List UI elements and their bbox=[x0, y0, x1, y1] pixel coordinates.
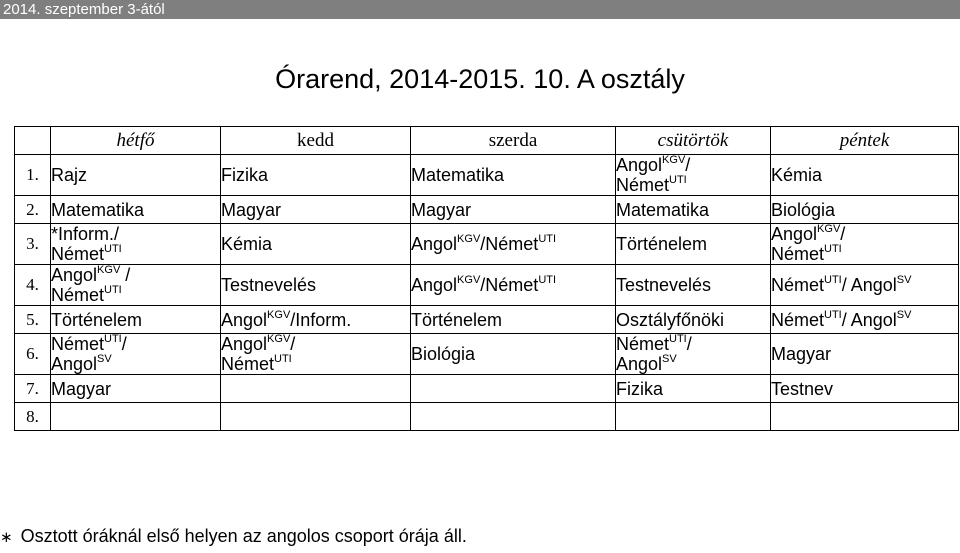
day-header-csutortok: csütörtök bbox=[616, 127, 771, 155]
subject-name: / bbox=[840, 224, 846, 244]
subject-name: /Német bbox=[480, 275, 539, 295]
subject-line bbox=[771, 224, 958, 244]
lesson-cell bbox=[411, 306, 616, 334]
subject-name: Biológia bbox=[771, 199, 836, 220]
subject-name: Fizika bbox=[221, 165, 269, 185]
lesson-cell bbox=[51, 306, 221, 334]
subject-name: Fizika bbox=[616, 378, 664, 399]
lesson-row bbox=[15, 306, 959, 334]
lesson-cell bbox=[51, 155, 221, 196]
lesson-cell bbox=[771, 155, 959, 196]
group-code: KGV bbox=[267, 308, 291, 321]
group-code: UTI bbox=[824, 243, 842, 255]
lesson-number: 2. bbox=[15, 196, 51, 224]
subject-name: / bbox=[290, 334, 296, 354]
group-code: UTI bbox=[104, 333, 122, 345]
lesson-row bbox=[15, 375, 959, 403]
lesson-cell bbox=[616, 224, 771, 265]
subject-name: Német bbox=[771, 244, 825, 264]
subject-name: Testnevelés bbox=[221, 275, 317, 295]
lesson-number: 4. bbox=[15, 265, 51, 306]
subject-name: Német bbox=[51, 244, 105, 264]
subject-line bbox=[51, 285, 220, 305]
date-bar bbox=[0, 0, 960, 19]
subject-name: Testnevelés bbox=[616, 275, 712, 295]
lesson-cell bbox=[411, 224, 616, 265]
subject-line bbox=[221, 275, 410, 295]
footnote-text: Osztott óráknál első helyen az angolos csoport órája áll. bbox=[20, 526, 467, 546]
subject-line bbox=[616, 379, 770, 399]
lesson-cell bbox=[771, 265, 959, 306]
group-code: SV bbox=[896, 274, 912, 286]
lesson-number: 6. bbox=[15, 334, 51, 375]
subject-line bbox=[771, 344, 958, 364]
lesson-row bbox=[15, 403, 959, 431]
subject-name: Matematika bbox=[411, 165, 505, 185]
subject-line bbox=[221, 165, 410, 185]
lesson-cell bbox=[411, 375, 616, 403]
subject-name: Német bbox=[221, 354, 275, 374]
subject-line bbox=[616, 354, 770, 374]
group-code: KGV bbox=[662, 154, 686, 166]
subject-line bbox=[616, 310, 770, 330]
subject-line bbox=[51, 244, 220, 264]
subject-line bbox=[51, 354, 220, 374]
group-code: UTI bbox=[669, 333, 687, 345]
subject-line bbox=[51, 265, 220, 285]
lesson-number: 7. bbox=[15, 375, 51, 403]
subject-name: Matematika bbox=[616, 199, 710, 220]
group-code: UTI bbox=[274, 353, 292, 365]
subject-line bbox=[616, 155, 770, 175]
lesson-cell bbox=[771, 196, 959, 224]
group-code: UTI bbox=[538, 233, 557, 245]
subject-line bbox=[616, 275, 770, 295]
subject-name: Angol bbox=[771, 224, 818, 244]
subject-line bbox=[616, 334, 770, 354]
lesson-cell bbox=[221, 375, 411, 403]
subject-line bbox=[411, 344, 615, 364]
group-code: KGV bbox=[267, 333, 291, 345]
subject-line bbox=[616, 175, 770, 195]
subject-line bbox=[51, 200, 220, 220]
lesson-number: 1. bbox=[15, 155, 51, 196]
subject-line bbox=[411, 165, 615, 185]
lesson-cell bbox=[51, 403, 221, 431]
date-bar-text: 2014. szeptember 3-ától bbox=[3, 1, 165, 18]
day-header-row bbox=[15, 127, 959, 155]
subject-line bbox=[616, 200, 770, 220]
subject-line bbox=[771, 379, 958, 399]
lesson-cell bbox=[616, 155, 771, 196]
subject-name: Angol bbox=[221, 334, 268, 354]
subject-name: Magyar bbox=[221, 199, 282, 220]
lesson-cell bbox=[221, 155, 411, 196]
subject-name: / Angol bbox=[841, 309, 897, 330]
subject-name: Angol bbox=[51, 354, 98, 374]
subject-name: Német bbox=[51, 285, 105, 305]
subject-name: Magyar bbox=[411, 199, 472, 220]
subject-name: Angol bbox=[616, 155, 663, 175]
lesson-number: 8. bbox=[15, 403, 51, 431]
subject-name: Német bbox=[51, 334, 105, 354]
lesson-cell bbox=[616, 265, 771, 306]
subject-line bbox=[411, 310, 615, 330]
subject-name: / bbox=[685, 155, 691, 175]
subject-name: *Inform./ bbox=[51, 224, 120, 244]
lesson-cell bbox=[771, 375, 959, 403]
subject-line bbox=[51, 224, 220, 244]
subject-line bbox=[51, 310, 220, 330]
lesson-cell bbox=[616, 403, 771, 431]
subject-line bbox=[771, 310, 958, 330]
subject-name: Biológia bbox=[411, 344, 476, 364]
group-code: UTI bbox=[538, 274, 557, 286]
subject-line bbox=[771, 244, 958, 264]
subject-name: Történelem bbox=[51, 309, 143, 330]
subject-line bbox=[221, 310, 410, 330]
subject-line bbox=[771, 165, 958, 185]
lesson-cell bbox=[616, 196, 771, 224]
lesson-cell bbox=[221, 334, 411, 375]
subject-name: Történelem bbox=[616, 234, 708, 254]
lesson-cell bbox=[771, 306, 959, 334]
subject-name: Matematika bbox=[51, 199, 145, 220]
page-title: Órarend, 2014-2015. 10. A osztály bbox=[275, 64, 685, 94]
subject-name: Osztályfőnöki bbox=[616, 309, 725, 330]
group-code: SV bbox=[896, 308, 912, 321]
subject-name: Angol bbox=[411, 275, 458, 295]
subject-name: /Inform. bbox=[290, 309, 352, 330]
lesson-cell bbox=[771, 403, 959, 431]
subject-line bbox=[221, 200, 410, 220]
lesson-row bbox=[15, 224, 959, 265]
lesson-cell bbox=[411, 265, 616, 306]
subject-name: / bbox=[121, 334, 127, 354]
lesson-cell bbox=[411, 196, 616, 224]
subject-name: Kémia bbox=[771, 165, 823, 185]
lesson-number: 3. bbox=[15, 224, 51, 265]
group-code: SV bbox=[662, 353, 677, 365]
day-header-kedd: kedd bbox=[221, 127, 411, 155]
subject-name: Angol bbox=[51, 265, 98, 285]
subject-name: Rajz bbox=[51, 165, 88, 185]
subject-line bbox=[411, 275, 615, 295]
subject-line bbox=[771, 200, 958, 220]
group-code: KGV bbox=[97, 264, 121, 276]
subject-name: Angol bbox=[221, 309, 268, 330]
subject-name: Német bbox=[771, 309, 825, 330]
subject-line bbox=[771, 275, 958, 295]
lesson-cell bbox=[221, 224, 411, 265]
subject-name: Angol bbox=[616, 354, 663, 374]
subject-line bbox=[51, 379, 220, 399]
subject-line bbox=[221, 334, 410, 354]
group-code: UTI bbox=[104, 243, 122, 255]
subject-line bbox=[221, 234, 410, 254]
lesson-cell bbox=[771, 224, 959, 265]
subject-name: Magyar bbox=[771, 344, 832, 364]
subject-name: /Német bbox=[480, 234, 539, 254]
asterisk-icon: ∗ bbox=[0, 528, 13, 546]
day-header-szerda: szerda bbox=[411, 127, 616, 155]
subject-line bbox=[411, 234, 615, 254]
lesson-row bbox=[15, 155, 959, 196]
subject-name: Kémia bbox=[221, 234, 273, 254]
subject-name: Magyar bbox=[51, 378, 112, 399]
group-code: UTI bbox=[669, 174, 687, 186]
group-code: SV bbox=[97, 353, 112, 365]
lesson-cell bbox=[221, 196, 411, 224]
subject-name: Testnev bbox=[771, 378, 834, 399]
lesson-cell bbox=[221, 265, 411, 306]
lesson-cell bbox=[221, 403, 411, 431]
subject-name: Történelem bbox=[411, 309, 503, 330]
corner-cell bbox=[15, 127, 51, 155]
lesson-cell bbox=[616, 334, 771, 375]
lesson-row bbox=[15, 196, 959, 224]
lesson-cell bbox=[51, 196, 221, 224]
lesson-cell bbox=[51, 224, 221, 265]
lesson-cell bbox=[411, 155, 616, 196]
group-code: KGV bbox=[817, 223, 841, 235]
subject-line bbox=[221, 354, 410, 374]
subject-line bbox=[51, 334, 220, 354]
lesson-cell bbox=[411, 403, 616, 431]
lesson-cell bbox=[51, 265, 221, 306]
group-code: UTI bbox=[824, 274, 842, 286]
day-header-hetfo: hétfő bbox=[51, 127, 221, 155]
group-code: UTI bbox=[824, 308, 842, 321]
lesson-row bbox=[15, 265, 959, 306]
subject-name: Német bbox=[616, 334, 670, 354]
footnote bbox=[0, 524, 467, 549]
subject-name: / bbox=[120, 265, 131, 285]
subject-line bbox=[51, 165, 220, 185]
subject-name: Angol bbox=[411, 234, 458, 254]
lesson-cell bbox=[616, 375, 771, 403]
group-code: KGV bbox=[457, 233, 481, 245]
group-code: UTI bbox=[104, 284, 122, 296]
lesson-cell bbox=[616, 306, 771, 334]
group-code: KGV bbox=[457, 274, 481, 286]
subject-name: / Angol bbox=[841, 275, 897, 295]
lesson-cell bbox=[411, 334, 616, 375]
subject-line bbox=[411, 200, 615, 220]
lesson-cell bbox=[221, 306, 411, 334]
timetable bbox=[14, 126, 959, 431]
subject-line bbox=[616, 234, 770, 254]
subject-name: / bbox=[686, 334, 692, 354]
lesson-cell bbox=[51, 375, 221, 403]
lesson-row bbox=[15, 334, 959, 375]
subject-name: Német bbox=[616, 175, 670, 195]
lesson-number: 5. bbox=[15, 306, 51, 334]
lesson-cell bbox=[771, 334, 959, 375]
subject-name: Német bbox=[771, 275, 825, 295]
day-header-pentek: péntek bbox=[771, 127, 959, 155]
lesson-cell bbox=[51, 334, 221, 375]
